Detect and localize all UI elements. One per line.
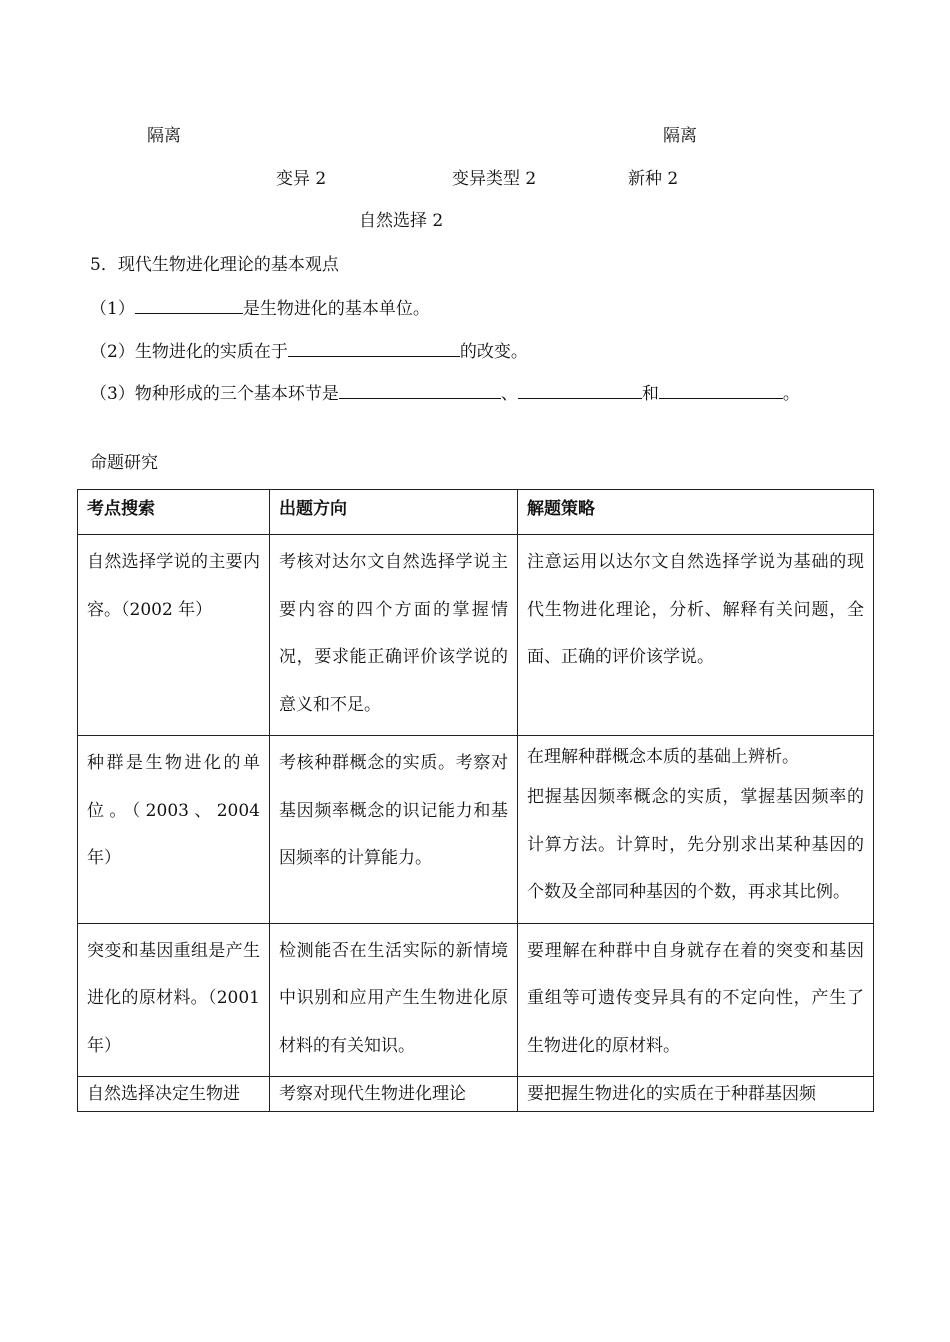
item2-prefix: （2）生物进化的实质在于: [90, 342, 288, 362]
cell-strategy: [518, 736, 874, 924]
item3-sep1: 、: [500, 384, 518, 404]
fill-item-1: [90, 295, 430, 321]
item1-suffix: 是生物进化的基本单位。: [242, 299, 430, 319]
diagram-variation-type: 变异类型 2: [452, 169, 537, 189]
blank-3a[interactable]: [339, 380, 501, 399]
item3-end: 。: [782, 384, 800, 404]
diagram-isolation-left: 隔离: [147, 126, 181, 146]
blank-3c[interactable]: [659, 380, 783, 399]
table-header-row: [78, 490, 874, 535]
header-direction: 出题方向: [270, 490, 518, 535]
cell-topic: 自然选择决定生物进: [78, 1077, 270, 1112]
strategy-line-a: 在理解种群概念本质的基础上辨析。: [527, 747, 799, 767]
research-title: 命题研究: [90, 453, 158, 473]
cell-direction: 考核种群概念的实质。考察对基因频率概念的识记能力和基因频率的计算能力。: [270, 736, 518, 924]
blank-2[interactable]: [288, 338, 460, 357]
table-row: [78, 1077, 874, 1112]
cell-strategy: 要理解在种群中自身就存在着的突变和基因重组等可遗传变异具有的不定向性，产生了生物进化的原材料。: [518, 923, 874, 1077]
blank-1[interactable]: [135, 295, 243, 314]
cell-strategy: 要把握生物进化的实质在于种群基因频: [518, 1077, 874, 1112]
cell-topic: 突变和基因重组是产生进化的原材料。（2001 年）: [78, 923, 270, 1077]
cell-strategy: 注意运用以达尔文自然选择学说为基础的现代生物进化理论，分析、解释有关问题，全面、正确的评价该学说。: [518, 535, 874, 736]
diagram-isolation-right: 隔离: [663, 126, 697, 146]
cell-direction: 考察对现代生物进化理论: [270, 1077, 518, 1112]
header-strategy: 解题策略: [518, 490, 874, 535]
table-row: [78, 923, 874, 1077]
item1-prefix: （1）: [90, 299, 135, 319]
cell-topic: 自然选择学说的主要内容。（2002 年）: [78, 535, 270, 736]
diagram-natural-selection: 自然选择 2: [359, 211, 444, 231]
table-row: [78, 535, 874, 736]
research-table: [77, 489, 874, 1112]
table-row: [78, 736, 874, 924]
cell-topic: 种群是生物进化的单位。（2003、2004 年）: [78, 736, 270, 924]
cell-direction: 检测能否在生活实际的新情境中识别和应用产生生物进化原材料的有关知识。: [270, 923, 518, 1077]
fill-item-2: [90, 338, 528, 364]
cell-direction: 考核对达尔文自然选择学说主要内容的四个方面的掌握情况，要求能正确评价该学说的意义和不足。: [270, 535, 518, 736]
item2-suffix: 的改变。: [459, 342, 528, 362]
fill-item-3: [90, 380, 800, 406]
blank-3b[interactable]: [518, 380, 642, 399]
item3-sep2: 和: [641, 384, 659, 404]
header-topic: 考点搜索: [78, 490, 270, 535]
diagram-variation: 变异 2: [276, 169, 327, 189]
section-heading: 5．现代生物进化理论的基本观点: [90, 255, 339, 275]
strategy-line-b: 把握基因频率概念的实质，掌握基因频率的计算方法。计算时，先分别求出某种基因的个数及全部同种基因的个数，再求其比例。: [527, 787, 864, 902]
diagram-new-species: 新种 2: [628, 169, 679, 189]
item3-prefix: （3）物种形成的三个基本环节是: [90, 384, 339, 404]
